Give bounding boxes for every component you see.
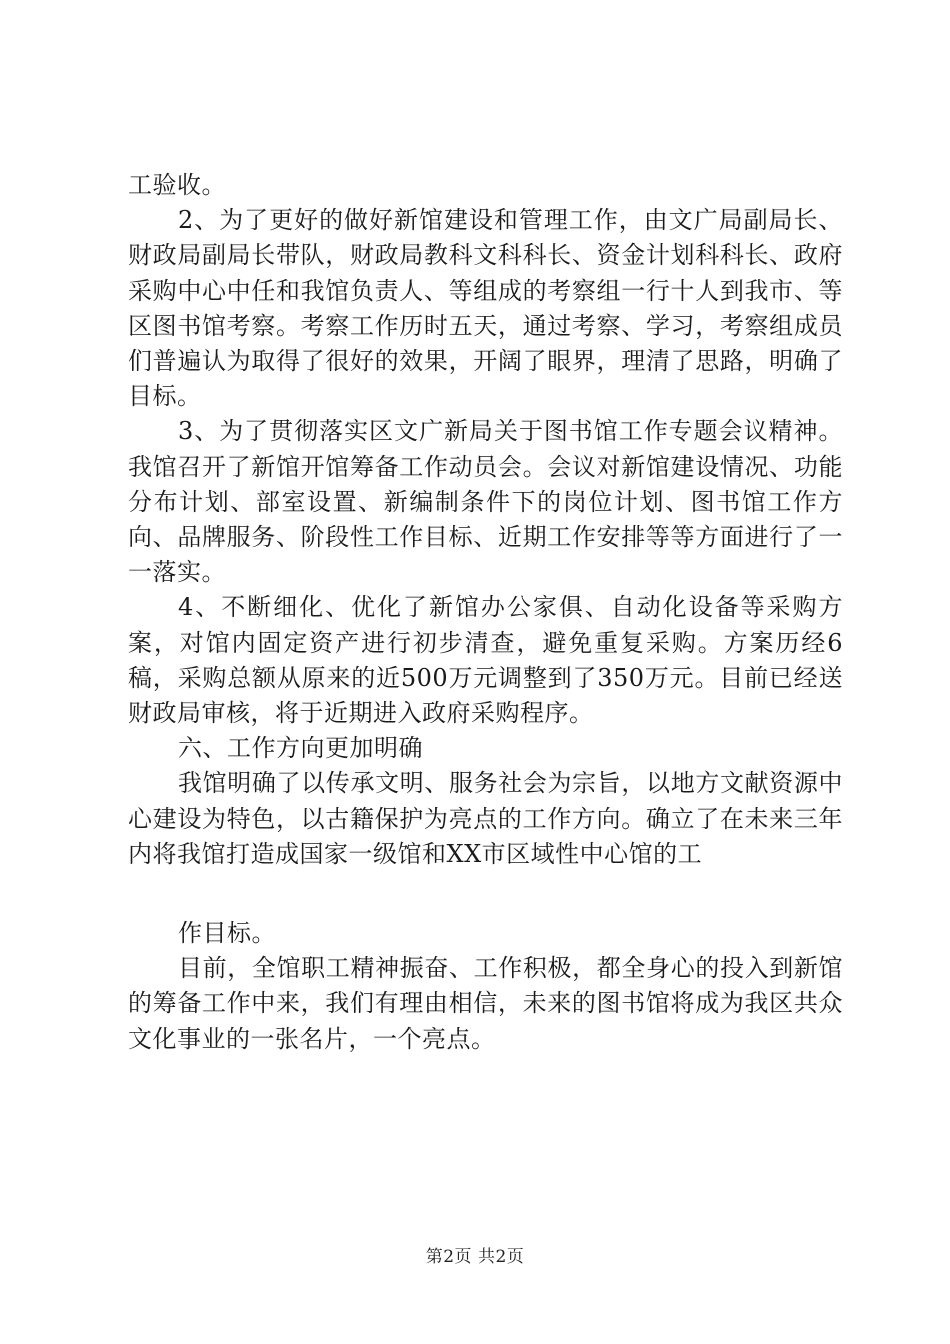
paragraph: 2、为了更好的做好新馆建设和管理工作，由文广局副局长、财政局副局长带队，财政局教科文科科长、资金计划科科长、政府采购中心中任和我馆负责人、等组成的考察组一行十人到我市、等区图书馆考察。考察工作历时五天，通过考察、学习，考察组成员们普遍认为取得了很好的效果，开阔了眼界，理清了思路，明确了目标。 — [128, 206, 843, 411]
paragraph: 作目标。 — [178, 919, 276, 948]
document-body — [128, 168, 843, 1057]
paragraph: 工验收。 — [128, 171, 226, 199]
section-heading: 六、工作方向更加明确 — [178, 734, 423, 763]
paragraph: 目前，全馆职工精神振奋、工作积极，都全身心的投入到新馆的筹备工作中来，我们有理由相信，未来的图书馆将成为我区共众文化事业的一张名片，一个亮点。 — [128, 954, 843, 1053]
paragraph: 我馆明确了以传承文明、服务社会为宗旨，以地方文献资源中心建设为特色，以古籍保护为亮点的工作方向。确立了在未来三年内将我馆打造成国家一级馆和XX市区域性中心馆的工 — [128, 769, 843, 868]
paragraph: 4、不断细化、优化了新馆办公家俱、自动化设备等采购方案，对馆内固定资产进行初步清查，避免重复采购。方案历经6稿，采购总额从原来的近500万元调整到了350万元。目前已经送财政局审核，将于近期进入政府采购程序。 — [128, 593, 843, 728]
paragraph: 3、为了贯彻落实区文广新局关于图书馆工作专题会议精神。我馆召开了新馆开馆筹备工作动员会。会议对新馆建设情况、功能分布计划、部室设置、新编制条件下的岗位计划、图书馆工作方向、品牌服务、阶段性工作目标、近期工作安排等等方面进行了一一落实。 — [128, 417, 843, 587]
page-number-footer: 第2页 共2页 — [425, 1247, 525, 1267]
